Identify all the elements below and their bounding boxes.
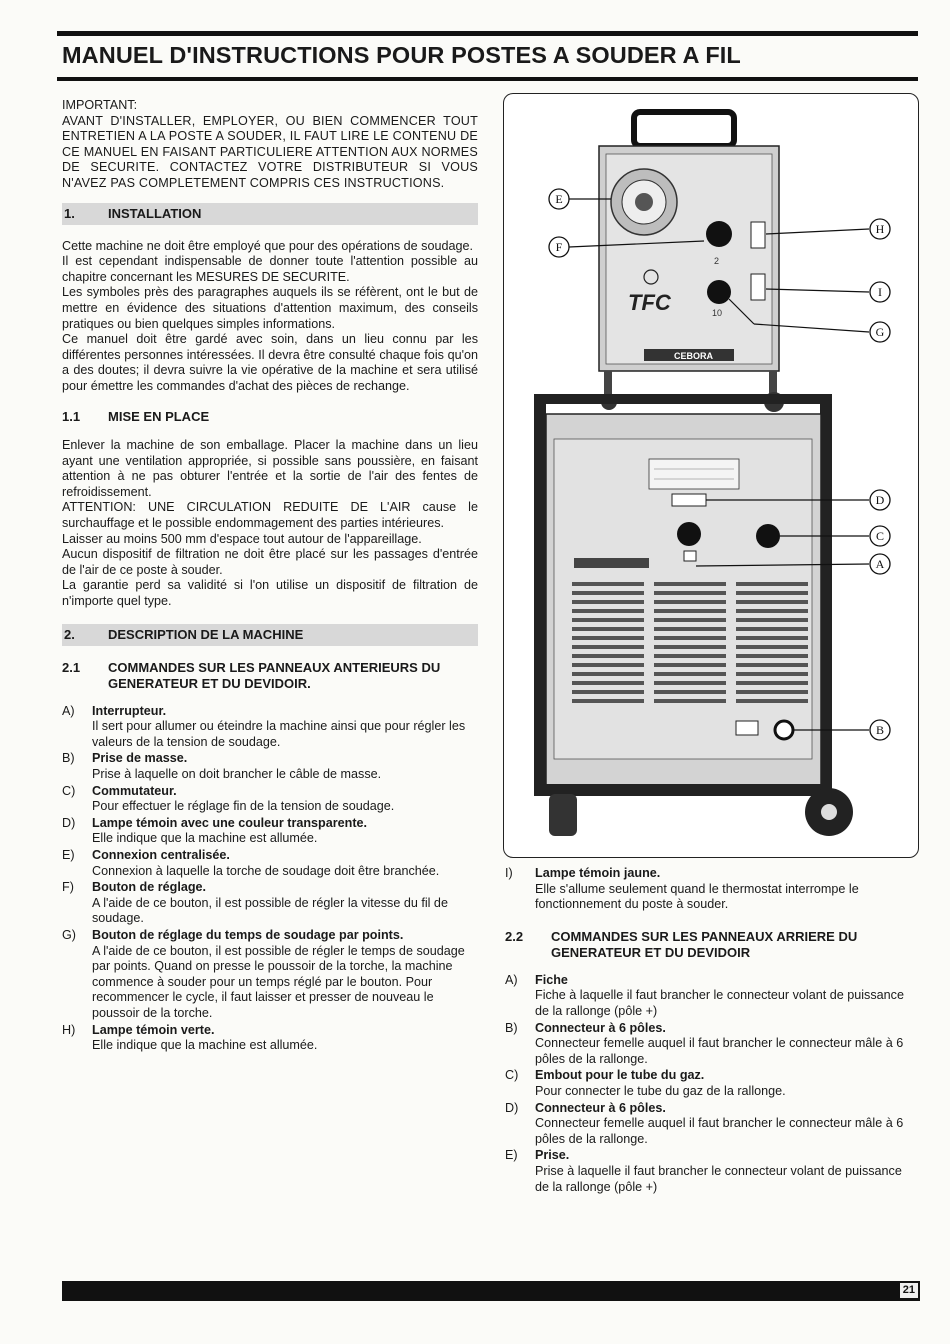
grille-slot	[572, 636, 644, 640]
grille-slot	[736, 681, 808, 685]
list-item: E) Prise. Prise à laquelle il faut brancher le connecteur volant de puissance de la rallonge (pôle +)	[505, 1148, 902, 1194]
paragraph: Les symboles près des paragraphes auquels ils se réfèrent, ont le but de mettre en évidence des situations d'attention maximum, des conseils pratiques ou bien quelques simples informations.	[62, 285, 478, 331]
grille-slot	[736, 672, 808, 676]
section-number: 2.2	[505, 928, 524, 944]
list-item: H) Lampe témoin verte. Elle indique que la machine est allumée.	[62, 1022, 318, 1053]
knob-scale-label: 10	[712, 308, 723, 318]
grille-slot	[572, 609, 644, 613]
grille-slot	[736, 618, 808, 622]
section-1-heading	[62, 203, 478, 225]
paragraph: Enlever la machine de son emballage. Placer la machine dans un lieu ayant une ventilation appropriée, si possible sans poussière, en faisant attention à ne pas obturer l'entrée et la sortie de l'air des fentes de refroidissement.	[62, 438, 478, 499]
list-item: E) Connexion centralisée. Connexion à laquelle la torche de soudage doit être branchée.	[62, 847, 440, 878]
grille-slot	[654, 672, 726, 676]
right-column	[505, 866, 919, 1196]
grille-slot	[654, 681, 726, 685]
grille-slot	[736, 699, 808, 703]
machine-figure	[503, 93, 919, 858]
section-title: DESCRIPTION DE LA MACHINE	[108, 626, 304, 642]
warning-sticker-icon	[736, 721, 758, 735]
grille-slot	[654, 582, 726, 586]
grille-slot	[572, 681, 644, 685]
grille-slot	[654, 609, 726, 613]
section-2-2-heading	[505, 929, 919, 961]
top-rule	[57, 31, 918, 36]
grille-slot	[572, 690, 644, 694]
green-lamp-icon	[751, 222, 765, 248]
list-item: C) Embout pour le tube du gaz. Pour connecter le tube du gaz de la rallonge.	[505, 1068, 786, 1098]
grille-slot	[654, 636, 726, 640]
section-title: COMMANDES SUR LES PANNEAUX ANTERIEURS DU GENERATEUR ET DU DEVIDOIR.	[108, 659, 441, 691]
grille-slot	[736, 627, 808, 631]
grille-slot	[736, 582, 808, 586]
grille-slot	[736, 690, 808, 694]
list-item: B) Connecteur à 6 pôles. Connecteur femelle auquel il faut brancher le connecteur mâle à 6 pôles de la rallonge.	[505, 1020, 904, 1066]
section-2-heading	[62, 624, 478, 646]
grille-slot	[654, 645, 726, 649]
callout-g-label: G	[875, 325, 885, 339]
grille-slot	[654, 663, 726, 667]
callout-d-label: D	[875, 493, 885, 507]
grille-slot	[736, 609, 808, 613]
grille-slot	[736, 654, 808, 658]
list-item: F) Bouton de réglage. A l'aide de ce bouton, il est possible de régler la vitesse du fil de soudage.	[62, 880, 448, 926]
transparent-lamp-icon	[672, 494, 706, 506]
paragraph: Cette machine ne doit être employé que pour des opérations de soudage.	[62, 238, 473, 253]
section-title: COMMANDES SUR LES PANNEAUX ARRIERE DU GENERATEUR ET DU DEVIDOIR	[551, 928, 858, 960]
list-item: G) Bouton de réglage du temps de soudage par points. A l'aide de ce bouton, il est possible de régler le temps de soudage par points. Quand on presse le poussoir de la torche, la machine commence à souder pour un temps réglé par le bouton. Pour recommencer le cycle, il faut laisser et presser de nouveau le poussoir de la torche.	[62, 927, 465, 1020]
paragraph: Ce manuel doit être gardé avec soin, dans un lieu connu par les différentes personnes intéressées. Il devra être consulté chaque fois qu'on a des doutes; il devra suivre la vie opérative de la machine et sera utilisé pour émettre les commandes d'achat des pièces de rechange.	[62, 332, 478, 393]
important-text: AVANT D'INSTALLER, EMPLOYER, OU BIEN COMMENCER TOUT ENTRETIEN A LA POSTE A SOUDER, IL FAUT LIRE LE CONTENU DE CE MANUEL EN FAISANT PARTICULIERE ATTENTION AUX NORMES DE SECURITE. CONTACTEZ VOTRE DISTRIBUTEUR SI VOUS N'AVEZ PAS COMPLETEMENT COMPRIS CES INSTRUCTIONS.	[62, 113, 478, 190]
commutator-icon	[756, 524, 780, 548]
grille-slot	[654, 690, 726, 694]
wire-speed-knob-icon	[706, 221, 732, 247]
grille-slot	[736, 645, 808, 649]
page-title: MANUEL D'INSTRUCTIONS POUR POSTES A SOUDER A FIL	[62, 42, 741, 68]
paragraph: La garantie perd sa validité si l'on utilise un dispositif de filtration de n'importe quel type.	[62, 578, 478, 609]
section-number: 2.1	[62, 659, 81, 675]
grille-slot	[654, 654, 726, 658]
grille-slot	[572, 591, 644, 595]
grille-slot	[736, 600, 808, 604]
paragraph: Aucun dispositif de filtration ne doit être placé sur les passages d'entrée de l'air de ce poste à souder.	[62, 547, 478, 577]
left-column	[62, 98, 478, 1055]
grille-slot	[572, 600, 644, 604]
list-item: B) Prise de masse. Prise à laquelle on doit brancher le câble de masse.	[62, 751, 382, 781]
section-title: MISE EN PLACE	[108, 408, 210, 424]
grille-slot	[572, 618, 644, 622]
grille-slot	[654, 618, 726, 622]
title-rule	[57, 77, 918, 81]
callout-h-label: H	[875, 222, 885, 236]
section-number: 1.	[64, 205, 75, 221]
welding-machine-illustration	[504, 94, 918, 857]
grille-slot	[572, 645, 644, 649]
grille-slot	[654, 591, 726, 595]
grille-slot	[572, 654, 644, 658]
callout-f-label: F	[555, 240, 563, 254]
section-title: INSTALLATION	[108, 205, 202, 221]
grille-slot	[572, 699, 644, 703]
grille-slot	[572, 627, 644, 631]
ground-socket-icon	[775, 721, 793, 739]
grille-slot	[572, 582, 644, 586]
callout-i-label: I	[878, 285, 882, 299]
list-item: I) Lampe témoin jaune. Elle s'allume seulement quand le thermostat interrompe le fonctionnement du poste à souder.	[505, 866, 859, 912]
grille-slot	[654, 699, 726, 703]
paragraph: Laisser au moins 500 mm d'espace tout autour de l'appareillage.	[62, 531, 422, 546]
knob-scale-label: 2	[714, 256, 720, 266]
callout-c-label: C	[875, 529, 885, 543]
grille-slot	[654, 600, 726, 604]
paragraph: ATTENTION: UNE CIRCULATION REDUITE DE L'AIR cause le surchauffage et le possible endommagement des parties intérieures.	[62, 500, 478, 531]
model-logo: TFC	[628, 290, 671, 315]
callout-e-label: E	[555, 192, 563, 206]
grille-slot	[654, 627, 726, 631]
callout-b-label: B	[875, 723, 885, 737]
grille-slot	[736, 591, 808, 595]
footer-bar	[62, 1281, 920, 1301]
brand-strip	[574, 558, 649, 568]
spot-time-knob-icon	[707, 280, 731, 304]
yellow-lamp-icon	[751, 274, 765, 300]
section-1-1-heading	[62, 409, 478, 425]
main-switch-icon	[677, 522, 701, 546]
section-number: 2.	[64, 626, 75, 642]
rating-plate	[649, 459, 739, 489]
list-item: A) Fiche Fiche à laquelle il faut brancher le connecteur volant de puissance de la rallonge (pôle +)	[505, 972, 904, 1018]
page-number: 21	[900, 1283, 918, 1298]
callout-a-label: A	[875, 557, 885, 571]
list-item: A) Interrupteur. Il sert pour allumer ou éteindre la machine ainsi que pour régler les valeurs de la tension de soudage.	[62, 703, 466, 749]
section-number: 1.1	[62, 408, 81, 424]
paragraph: Il est cependant indispensable de donner toute l'attention possible au chapitre concernant les MESURES DE SECURITE.	[62, 254, 478, 284]
grille-slot	[572, 672, 644, 676]
grille-slot	[736, 663, 808, 667]
list-item: D) Connecteur à 6 pôles. Connecteur femelle auquel il faut brancher le connecteur mâle à 6 pôles de la rallonge.	[505, 1100, 904, 1146]
brand-logo: CEBORA	[674, 351, 714, 361]
important-heading: IMPORTANT:	[62, 98, 138, 112]
grille-slot	[572, 663, 644, 667]
front-wheel-icon	[549, 794, 577, 836]
section-2-1-heading	[62, 660, 478, 692]
list-item: C) Commutateur. Pour effectuer le réglage fin de la tension de soudage.	[62, 783, 395, 814]
handle-icon	[634, 112, 734, 146]
grille-slot	[736, 636, 808, 640]
list-item: D) Lampe témoin avec une couleur transparente. Elle indique que la machine est allumée.	[62, 815, 368, 846]
